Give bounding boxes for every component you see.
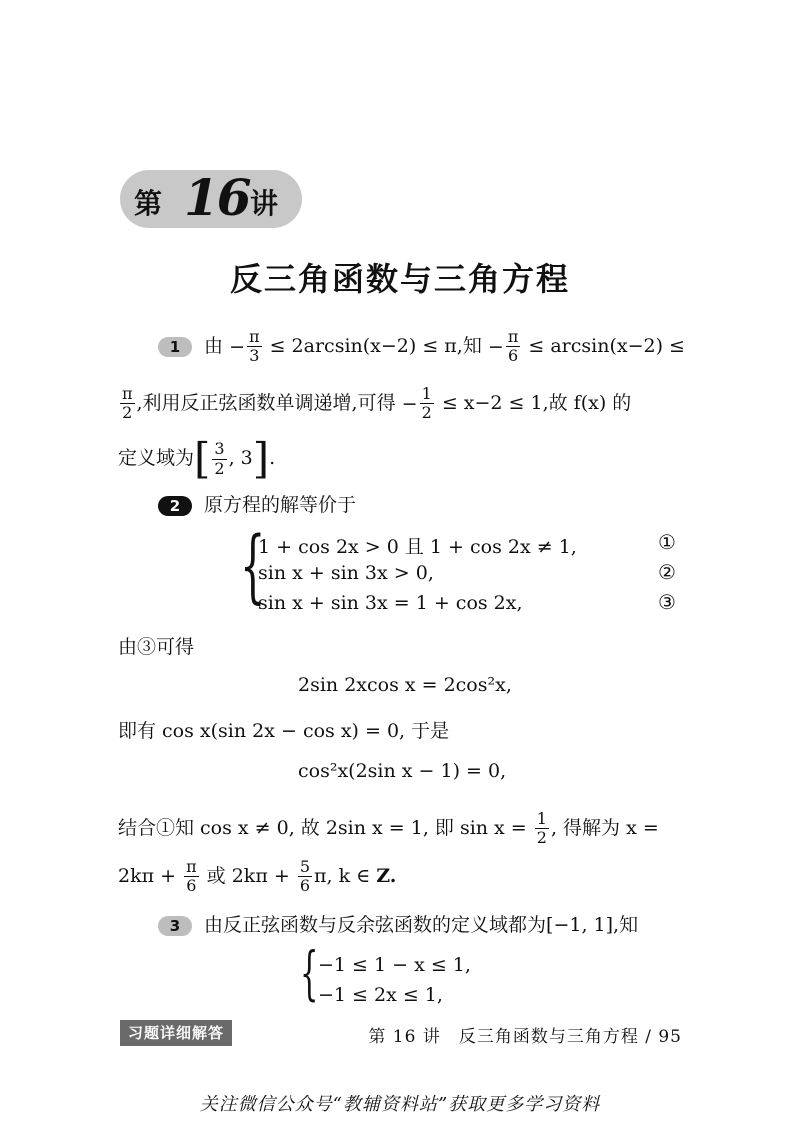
p2-intro: 2 原方程的解等价于 — [158, 490, 356, 517]
p1-text-a: 由 — [204, 334, 224, 357]
p1-text-b: ≤ 2arcsin(x−2) ≤ π,知 — [269, 334, 482, 357]
p2-from3: 由③可得 — [118, 636, 195, 658]
p2-eq-3: sin x + sin 3x = 1 + cos 2x, — [258, 592, 523, 614]
p2-conclude: 结合①知 cos x ≠ 0, 故 2sin x = 1, 即 sin x = $\frac{1}{2}$ , 得解为 x = — [118, 809, 659, 848]
chapter-suffix: 讲 — [250, 187, 279, 220]
p3-system-brace: { — [300, 939, 319, 1007]
p2-frac-5-6: $\frac{5}{6}$ — [299, 857, 310, 896]
bottom-note: 关注微信公众号“教辅资料站”获取更多学习资料 — [199, 1094, 601, 1115]
p2-frac-1-2: $\frac{1}{2}$ — [536, 809, 547, 848]
p1-text-e: ≤ x−2 ≤ 1,故 f(x) 的 — [441, 391, 632, 414]
p2-eq-1: 1 + cos 2x > 0 且 1 + cos 2x ≠ 1, — [258, 536, 577, 558]
p2-eq-derived-2: cos²x(2sin x − 1) = 0, — [298, 760, 507, 782]
p1-text-g: , 3 — [228, 447, 253, 469]
p2-eq-2: sin x + sin 3x > 0, — [258, 562, 434, 584]
p1-text-d: ,利用反正弦函数单调递增,可得 — [136, 391, 396, 414]
page-title: 反三角函数与三角方程 — [229, 260, 570, 298]
footer-running-head: 第 16 讲 反三角函数与三角方程 / 95 — [368, 1027, 682, 1047]
chapter-prefix: 第 — [134, 187, 163, 220]
p2-tag-1: ① — [658, 530, 676, 554]
p1-text-c: ≤ arcsin(x−2) ≤ — [528, 334, 685, 357]
p2-tag-3: ③ — [658, 590, 676, 614]
p2-system-brace: { — [240, 519, 266, 612]
p3-eq-2: −1 ≤ 2x ≤ 1, — [318, 984, 443, 1006]
footer-section-tag: 习题详细解答 — [120, 1020, 232, 1046]
p1-frac-pi-6: $\frac{\pi}{6}$ — [507, 327, 519, 366]
p1-line3: 定义域为[ $\frac{3}{2}$ , 3]. — [118, 434, 276, 483]
p3-badge: 3 — [158, 916, 192, 936]
p1-text-f: 定义域为 — [118, 447, 195, 469]
p3-eq-1: −1 ≤ 1 − x ≤ 1, — [318, 954, 471, 976]
chapter-number: 16 — [184, 168, 250, 227]
p1-frac-pi-3: $\frac{\pi}{3}$ — [249, 327, 260, 366]
p1-frac-pi-2: $\frac{\pi}{2}$ — [122, 384, 133, 423]
p2-solution: 2kπ + $\frac{\pi}{6}$ 或 2kπ + $\frac{5}{6}$ π, k ∈ Z. — [118, 857, 397, 896]
integer-set-Z: Z. — [376, 864, 397, 887]
p2-then: 即有 cos x(sin 2x − cos x) = 0, 于是 — [118, 720, 450, 742]
p2-frac-pi-6: $\frac{\pi}{6}$ — [186, 857, 197, 896]
p1-line1: 1 由 − $\frac{\pi}{3}$ ≤ 2arcsin(x−2) ≤ π,知 − $\frac{\pi}{6}$ ≤ arcsin(x−2) ≤ — [158, 328, 685, 366]
p1-badge: 1 — [158, 337, 192, 357]
p1-line2: $\frac{\pi}{2}$ ,利用反正弦函数单调递增,可得 − $\frac{1}{2}$ ≤ x−2 ≤ 1,故 f(x) 的 — [122, 384, 632, 423]
p2-badge: 2 — [158, 496, 192, 516]
p1-frac-3-2: $\frac{3}{2}$ — [214, 439, 225, 478]
p2-eq-derived-1: 2sin 2xcos x = 2cos²x, — [298, 674, 512, 696]
p1-frac-1-2: $\frac{1}{2}$ — [421, 384, 432, 423]
p2-tag-2: ② — [658, 560, 676, 584]
p3-intro: 3 由反正弦函数与反余弦函数的定义域都为[−1, 1],知 — [158, 910, 638, 937]
